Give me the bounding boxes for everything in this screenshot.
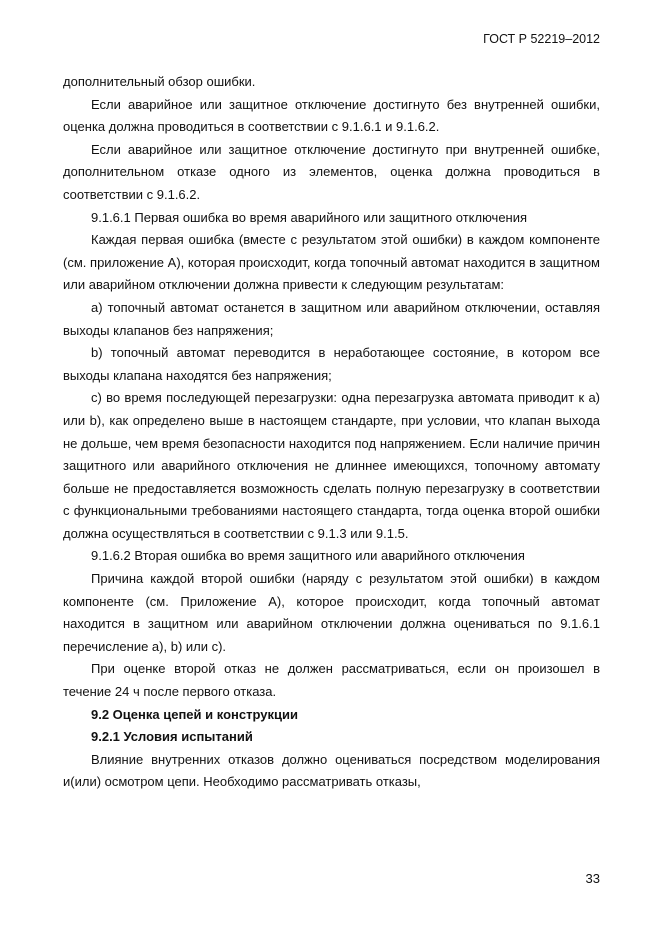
list-item: c) во время последующей перезагрузки: одна перезагрузка автомата приводит к a) или b), как определено выше в настоящем стандарте, при условии, что клапан выхода не дольше, чем время безопасности находится под напряжением. Если наличие причин защитного или аварийного отключения не длиннее имеющихся, топочному автомату больше не предоставляется возможность сделать полную перезагрузку в соответствии с функциональными требованиями настоящего стандарта, тогда оценка второй ошибки должна осуществляться в соответствии с 9.1.3 или 9.1.5. <box>63 390 600 541</box>
list-item: b) топочный автомат переводится в неработающее состояние, в котором все выходы клапана находятся без напряжения; <box>63 345 600 383</box>
paragraph: Влияние внутренних отказов должно оцениваться посредством моделирования и(или) осмотром цепи. Необходимо рассматривать отказы, <box>63 751 600 790</box>
document-code: ГОСТ Р 52219–2012 <box>483 32 600 46</box>
paragraph: При оценке второй отказ не должен рассматриваться, если он произошел в течение 24 ч после первого отказа. <box>63 661 600 700</box>
paragraph: Если аварийное или защитное отключение достигнуто при внутренней ошибке, дополнительном отказе одного из элементов, оценка должна проводиться в соответствии с 9.1.6.2. <box>63 141 600 202</box>
clause-heading: 9.1.6.2 Вторая ошибка во время защитного или аварийного отключения <box>91 548 525 564</box>
paragraph: Причина каждой второй ошибки (наряду с результатом этой ошибки) в каждом компоненте (см. Приложение А), которое происходит, когда топочный автомат находится в защитном или аварийном отключении должна оцениваться по 9.1.6.1 перечисление а), b) или c). <box>63 571 600 654</box>
page-number: 33 <box>585 871 600 886</box>
paragraph: Каждая первая ошибка (вместе с результатом этой ошибки) в каждом компоненте (см. приложение А), которая происходит, когда топочный автомат находится в защитном или аварийном отключении должна привести к следующим результатам: <box>63 232 600 293</box>
clause-heading: 9.1.6.1 Первая ошибка во время аварийного или защитного отключения <box>91 209 528 225</box>
paragraph: Если аварийное или защитное отключение достигнуто без внутренней ошибки, оценка должна проводиться в соответствии с 9.1.6.1 и 9.1.6.2. <box>63 96 600 135</box>
paragraph: дополнительный обзор ошибки. <box>63 74 256 89</box>
section-heading: 9.2 Оценка цепей и конструкции <box>91 706 298 722</box>
document-body <box>63 71 600 794</box>
subsection-heading: 9.2.1 Условия испытаний <box>91 729 253 745</box>
list-item: a) топочный автомат останется в защитном или аварийном отключении, оставляя выходы клапанов без напряжения; <box>63 299 600 338</box>
